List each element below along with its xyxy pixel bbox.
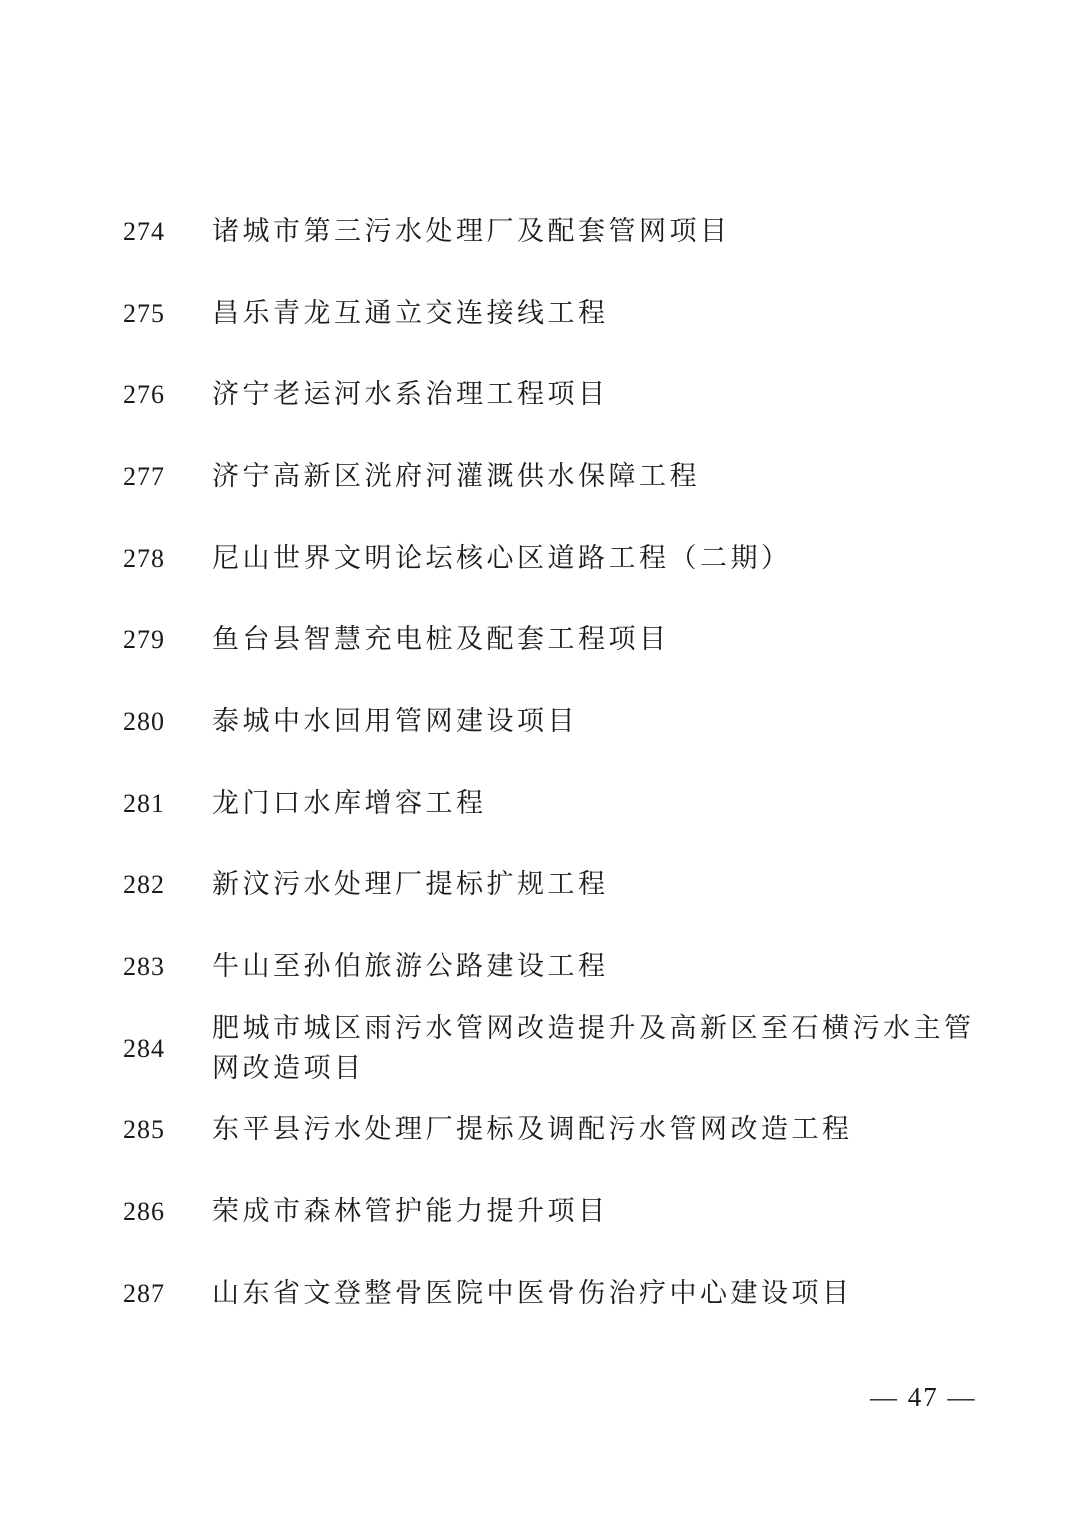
item-number: 284 — [123, 1033, 165, 1063]
list-item — [0, 354, 1080, 436]
item-number: 283 — [123, 952, 165, 982]
item-name: 济宁老运河水系治理工程项目 — [212, 379, 609, 411]
list-item — [0, 273, 1080, 355]
project-list — [0, 191, 1080, 1335]
item-number: 287 — [123, 1278, 165, 1308]
item-name: 泰城中水回用管网建设项目 — [212, 705, 578, 737]
list-item — [0, 191, 1080, 273]
item-number: 285 — [123, 1115, 165, 1145]
item-name: 新汶污水处理厂提标扩规工程 — [212, 869, 609, 901]
item-number: 282 — [123, 870, 165, 900]
list-item — [0, 763, 1080, 845]
list-item — [0, 1008, 1080, 1090]
item-name: 诸城市第三污水处理厂及配套管网项目 — [212, 215, 731, 247]
item-name: 肥城市城区雨污水管网改造提升及高新区至石横污水主管网改造项目 — [212, 1012, 975, 1084]
item-number: 280 — [123, 706, 165, 736]
list-item — [0, 599, 1080, 681]
list-item — [0, 518, 1080, 600]
item-number: 277 — [123, 461, 165, 491]
item-name: 尼山世界文明论坛核心区道路工程（二期） — [212, 542, 792, 574]
list-item — [0, 1253, 1080, 1335]
item-number: 276 — [123, 380, 165, 410]
list-item — [0, 1171, 1080, 1253]
item-name: 荣成市森林管护能力提升项目 — [212, 1196, 609, 1228]
item-name: 山东省文登整骨医院中医骨伤治疗中心建设项目 — [212, 1277, 853, 1309]
item-name: 济宁高新区洸府河灌溉供水保障工程 — [212, 460, 700, 492]
list-item — [0, 1090, 1080, 1172]
item-name: 东平县污水处理厂提标及调配污水管网改造工程 — [212, 1114, 853, 1146]
item-name: 昌乐青龙互通立交连接线工程 — [212, 297, 609, 329]
item-name: 鱼台县智慧充电桩及配套工程项目 — [212, 624, 670, 656]
list-item — [0, 845, 1080, 927]
item-name: 牛山至孙伯旅游公路建设工程 — [212, 951, 609, 983]
item-number: 279 — [123, 625, 165, 655]
list-item — [0, 681, 1080, 763]
item-number: 286 — [123, 1197, 165, 1227]
item-number: 274 — [123, 216, 165, 246]
list-item — [0, 926, 1080, 1008]
item-number: 275 — [123, 298, 165, 328]
item-number: 278 — [123, 543, 165, 573]
list-item — [0, 436, 1080, 518]
page-number: — 47 — — [870, 1382, 977, 1412]
item-number: 281 — [123, 788, 165, 818]
item-name: 龙门口水库增容工程 — [212, 787, 487, 819]
